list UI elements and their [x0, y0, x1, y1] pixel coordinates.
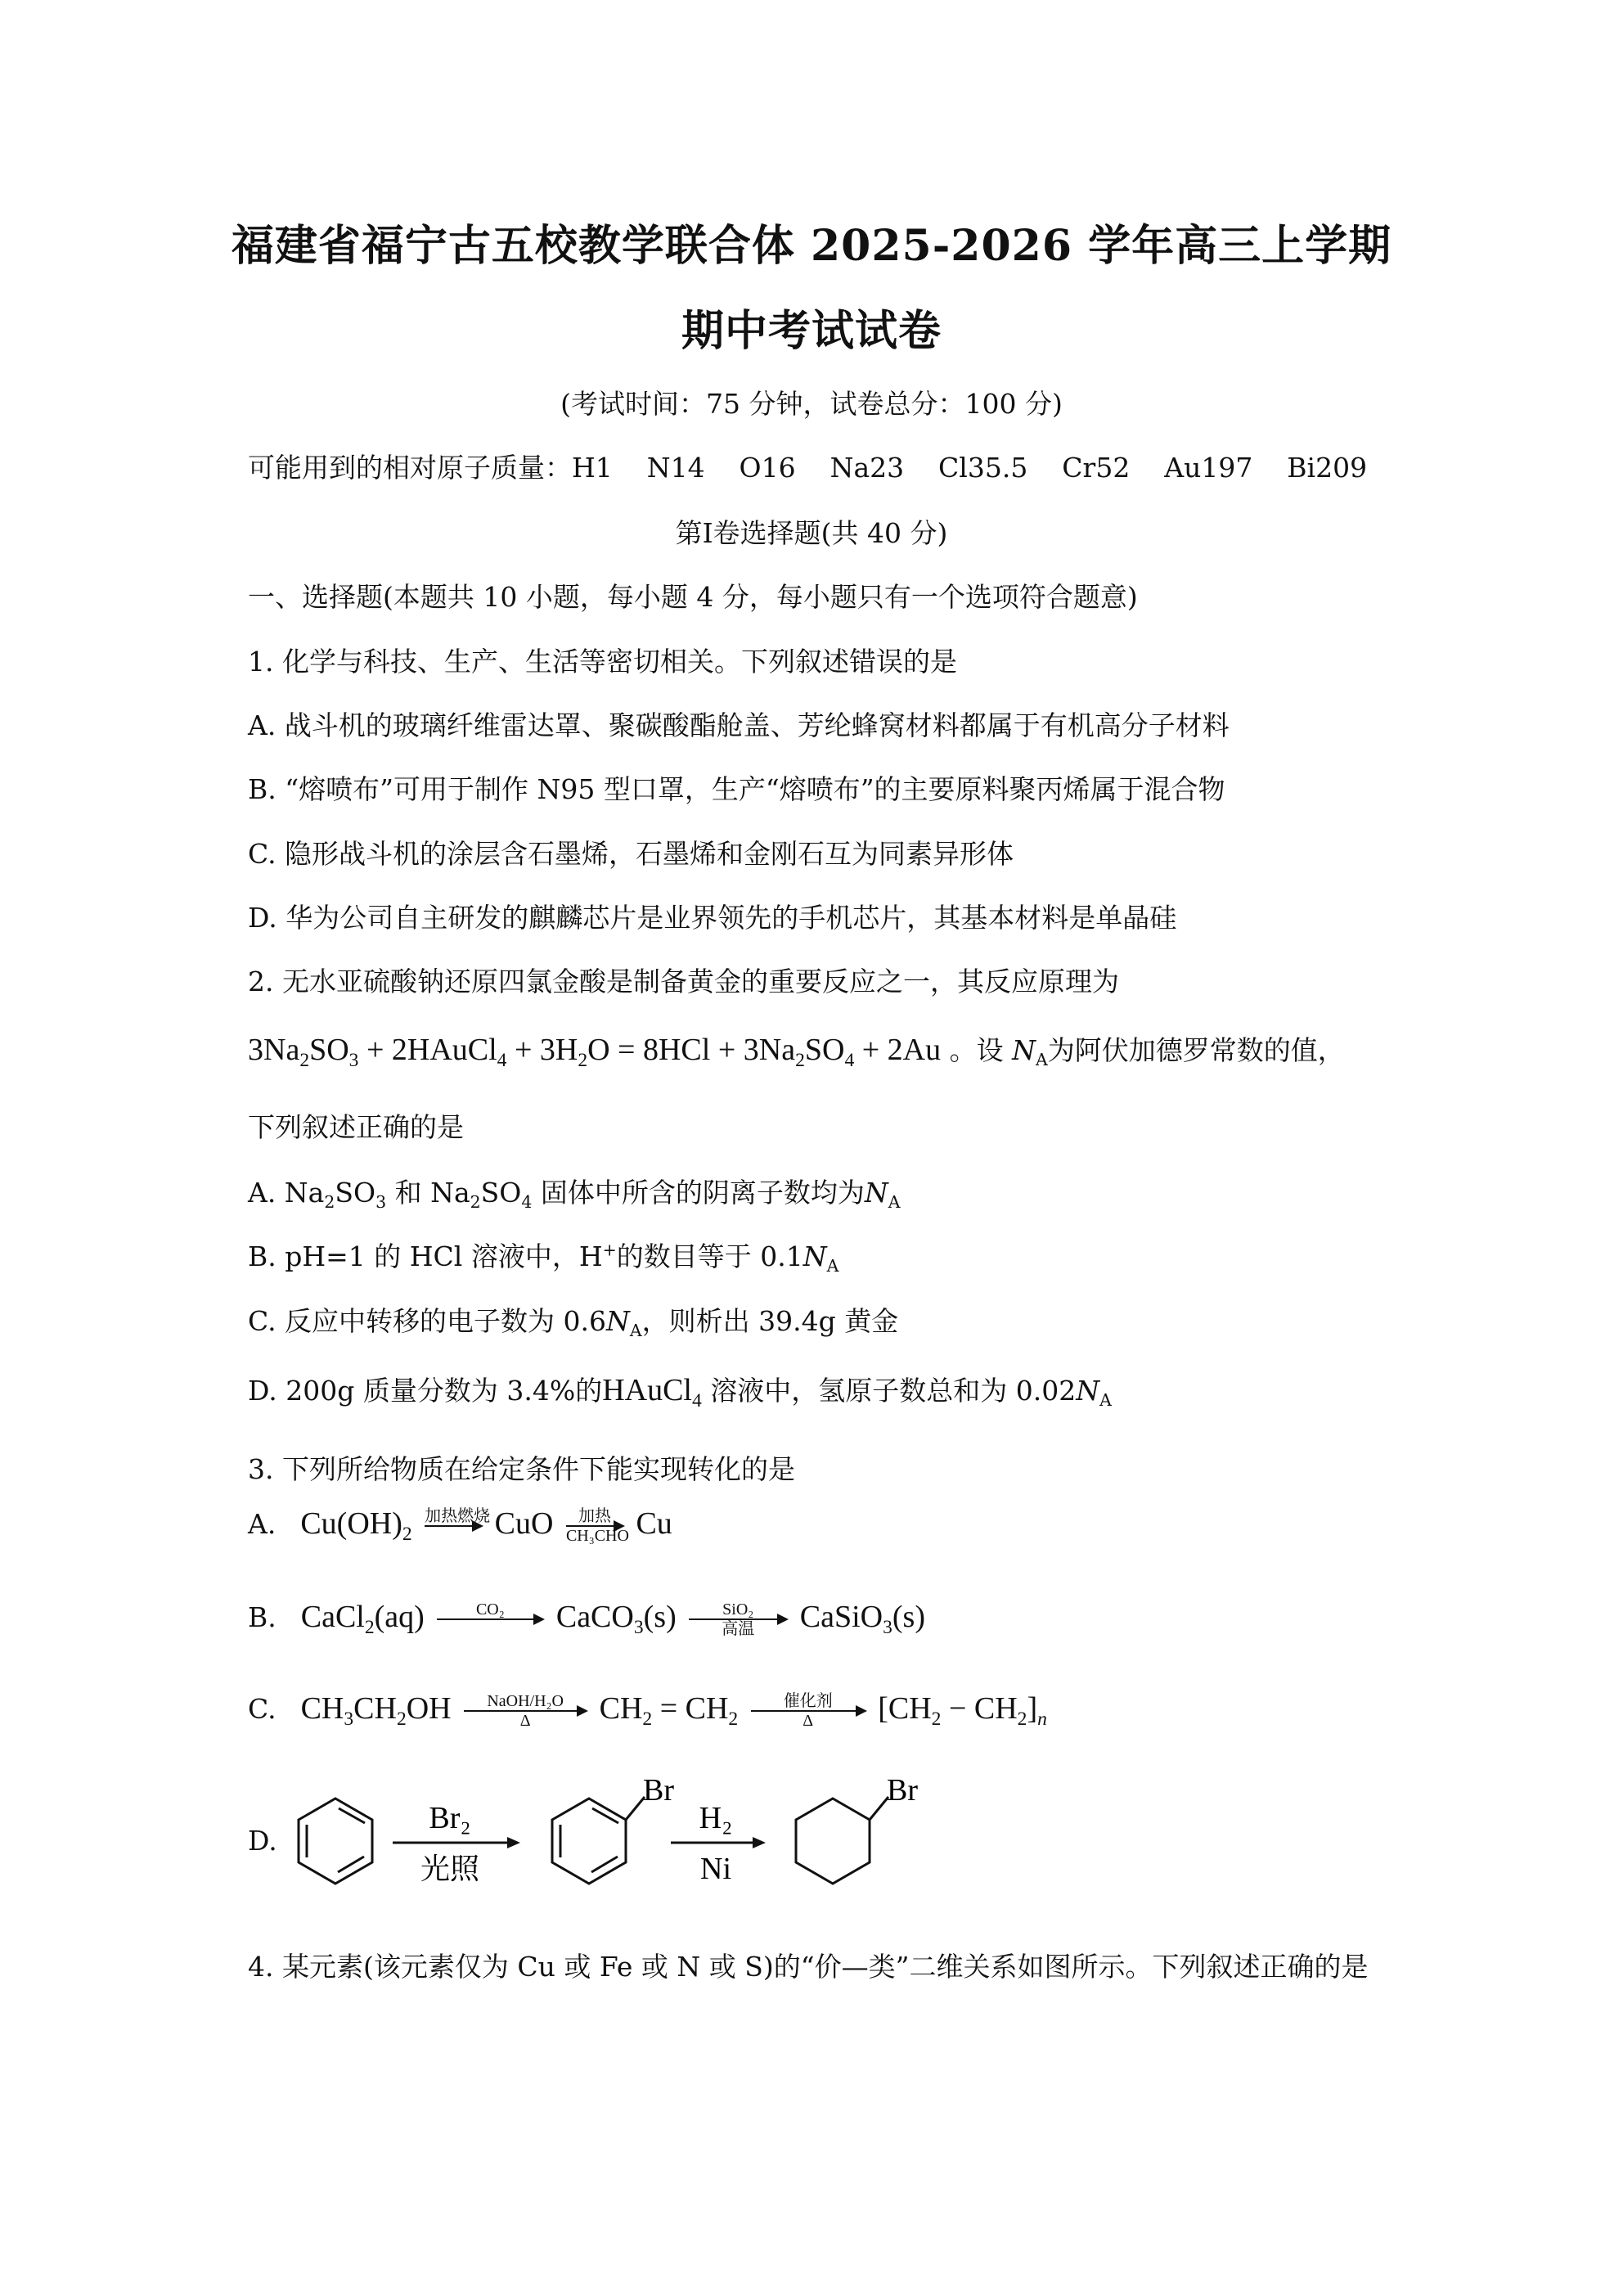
bromocyclohexane-br: Br: [887, 1776, 918, 1808]
q2-option-d: D. 200g 质量分数为 3.4%的HAuCl$_4$ 溶液中，氢原子数总和为 $0.02N_A$: [248, 1373, 1112, 1412]
q2-stem-end: 下列叙述正确的是: [248, 1111, 464, 1143]
q3-option-a: A. $Cu(OH)_2$ 加热燃烧 CuO 加热 CH₃CHO Cu: [248, 1506, 672, 1546]
bromobenzene: [552, 1797, 645, 1884]
q4-stem: 4. 某元素(该元素仅为 Cu 或 Fe 或 N 或 S)的“价—类”二维关系如图所示。下列叙述正确的是: [248, 1951, 1369, 1983]
exam-info: (考试时间：75 分钟，试卷总分：100 分): [560, 388, 1063, 420]
q3-option-b: B. CaCl$_2$(aq) CO₂ CaCO$_3$(s) SiO₂ 高温 CaSiO$_3$(s): [248, 1600, 925, 1639]
part-heading: 一、选择题(本题共 10 小题，每小题 4 分，每小题只有一个选项符合题意): [248, 581, 1138, 613]
q3-option-d-scheme: [286, 1776, 957, 1923]
q1-option-b: B. “熔喷布”可用于制作 N95 型口罩，生产“熔喷布”的主要原料聚丙烯属于混合物: [248, 773, 1225, 805]
q2-option-c: C. 反应中转移的电子数为 $0.6N_A$，则析出 39.4g 黄金: [248, 1305, 899, 1341]
section-title: 第Ⅰ卷选择题(共 40 分): [675, 517, 948, 549]
q1-option-a: A. 战斗机的玻璃纤维雷达罩、聚碳酸酯舱盖、芳纶蜂窝材料都属于有机高分子材料: [248, 709, 1230, 741]
arrow2-reagent: H₂: [699, 1801, 733, 1835]
q2-equation: $3Na_2SO_3$ + 2HAuCl$_4$ + $3H_2O = 8HCl + 3Na_2SO_4 + 2Au$: [248, 1033, 942, 1072]
exam-title-line2: 期中考试试卷: [681, 306, 942, 356]
q3-option-c: C. $CH_3CH_2OH$ NaOH/H₂O Δ $CH_2 = CH_2$ 催化剂 Δ $[CH_2 - CH_2]_n$: [248, 1691, 1047, 1731]
bromobenzene-br: Br: [643, 1776, 674, 1808]
exam-title-line1: 福建省福宁古五校教学联合体 2025-2026 学年高三上学期: [231, 221, 1392, 271]
q3-stem: 3. 下列所给物质在给定条件下能实现转化的是: [248, 1453, 795, 1485]
q2-stem: 2. 无水亚硫酸钠还原四氯金酸是制备黄金的重要反应之一，其反应原理为: [248, 966, 1119, 997]
q2-equation-line: $3Na_2SO_3$ + 2HAuCl$_4$ + $3H_2O = 8HCl + 3Na_2SO_4 + 2Au$ 。设 $N_A$为阿伏加德罗常数的值，: [248, 1033, 1345, 1072]
benzene-ring: [299, 1799, 372, 1884]
q2-option-b: B. pH=1 的 HCl 溶液中，H+的数目等于 $0.1N_A$: [248, 1240, 839, 1276]
bromocyclohexane: [796, 1797, 888, 1884]
atomic-masses: 可能用到的相对原子质量：H1 N14 O16 Na23 Cl35.5 Cr52 Au197 Bi209: [248, 452, 1368, 484]
arrow2-catalyst: Ni: [700, 1852, 731, 1886]
arrow1-condition: 光照: [420, 1853, 480, 1886]
q1-option-c: C. 隐形战斗机的涂层含石墨烯，石墨烯和金刚石互为同素异形体: [248, 838, 1014, 870]
q1-stem: 1. 化学与科技、生产、生活等密切相关。下列叙述错误的是: [248, 646, 957, 678]
q3-option-d-label: D.: [248, 1825, 277, 1857]
q2-option-a: A. $Na_2SO_3$ 和 $Na_2SO_4$ 固体中所含的阴离子数均为$N_A$: [248, 1177, 901, 1213]
q1-option-d: D. 华为公司自主研发的麒麟芯片是业界领先的手机芯片，其基本材料是单晶硅: [248, 902, 1177, 934]
arrow1-reagent: Br₂: [429, 1801, 471, 1835]
